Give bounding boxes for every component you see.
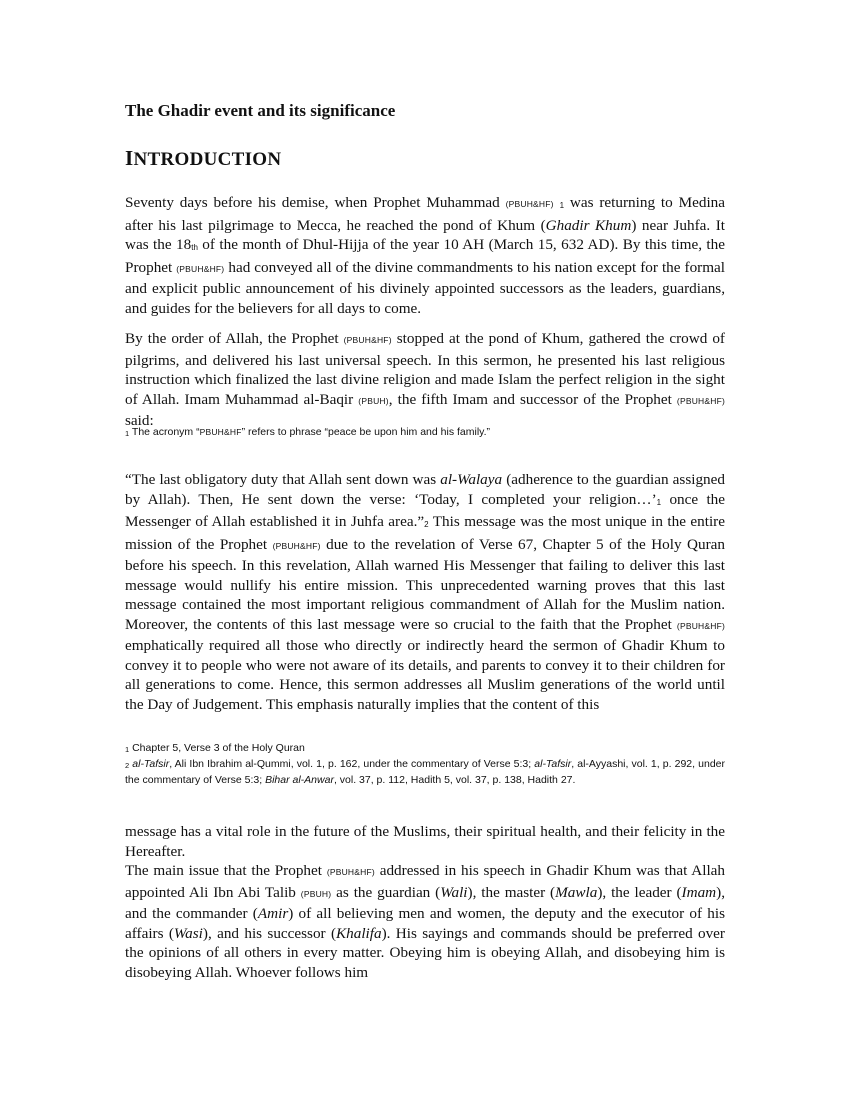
footnote-2-1: 1 Chapter 5, Verse 3 of the Holy Quran xyxy=(125,742,305,754)
footnote-ref: 2 xyxy=(424,520,429,529)
significance-paragraph-1: message has a vital role in the future of the Muslims, their spiritual health, and their felicity in the Hereafter. xyxy=(125,823,725,860)
ordinal-suffix: th xyxy=(191,243,198,252)
honorific: (PBUH&HF) xyxy=(676,620,725,631)
heading-initial: I xyxy=(125,146,134,170)
honorific: (PBUH&HF) xyxy=(505,199,554,209)
footnote-ref: 1 xyxy=(559,201,565,210)
honorific: (PBUH&HF) xyxy=(676,395,725,406)
heading-rest: NTRODUCTION xyxy=(133,149,282,170)
quote-paragraph: “The last obligatory duty that Allah sent down was al-Walaya (adherence to the guardian assigned by Allah). Then, He sent down the verse: ‘Today, I completed your religion…’1 once the Messenger of Allah established it in Juhfa area.”2 This message was the most unique in the entire mission of the Prophet (PBUH&HF) due to the revelation of Verse 67, Chapter 5 of the Holy Quran before his speech. In this revelation, Allah warned His Messenger that failing to deliver this last message would nullify his entire mission. This unprecedented warning proves that this last message contained the most important religious commandment of Allah for the Muslim nation. Moreover, the contents of this last message were so crucial to the faith that the Prophet (PBUH&HF) emphatically required all those who directly or indirectly heard the sermon of Ghadir Khum to convey it to people who were not aware of its details, and parents to convey it to their children for all generations to come. Hence, this sermon addresses all Muslim generations of the world until the Day of Judgement. This emphasis naturally implies that the content of this xyxy=(125,471,725,713)
honorific: (PBUH&HF) xyxy=(272,540,321,551)
footnote-ref: 1 xyxy=(656,497,662,507)
section-heading xyxy=(125,146,281,171)
intro-paragraph-2: By the order of Allah, the Prophet (PBUH&HF) stopped at the pond of Khum, gathered the crowd of pilgrims, and delivered his last universal speech. In this sermon, he presented his last religious instruction which finalized the last divine religion and made Islam the perfect religion in the sight of Allah. Imam Muhammad al-Baqir (PBUH), the fifth Imam and successor of the Prophet (PBUH&HF) said: xyxy=(125,330,725,429)
honorific: (PBUH) xyxy=(358,395,389,406)
footnote-1: 1 The acronym “PBUH&HF” refers to phrase “peace be upon him and his family.” xyxy=(125,426,491,438)
footnote-2-2: 2 al-Tafsir, Ali Ibn Ibrahim al-Qummi, vol. 1, p. 162, under the commentary of Verse 5:3; al-Tafsir, al-Ayyashi, vol. 1, p. 292, under the commentary of Verse 5:3; Bihar al-Anwar, vol. 37, p. 112, Hadith 5, vol. 37, p. 138, Hadith 27. xyxy=(125,758,726,786)
honorific: (PBUH&HF) xyxy=(326,867,375,877)
significance-paragraph-2: The main issue that the Prophet (PBUH&HF) addressed in his speech in Ghadir Khum was that Allah appointed Ali Ibn Abi Talib (PBUH) as the guardian (Wali), the master (Mawla), the leader (Imam), and the commander (Amir) of all believing men and women, the deputy and the executor of his affairs (Wasi), and his successor (Khalifa). His sayings and commands should be preferred over the opinions of all others in every matter. Obeying him is obeying Allah, and disobeying him is disobeying Allah. Whoever follows him xyxy=(125,862,725,981)
document-title: The Ghadir event and its significance xyxy=(125,101,396,120)
honorific: (PBUH&HF) xyxy=(343,335,392,345)
intro-paragraph-1: Seventy days before his demise, when Prophet Muhammad (PBUH&HF) 1 was returning to Medina after his last pilgrimage to Mecca, he reached the pond of Khum (Ghadir Khum) near Juhfa. It was the 18th of the month of Dhul-Hijja of the year 10 AH (March 15, 632 AD). By this time, the Prophet (PBUH&HF) had conveyed all of the divine commandments to his nation except for the formal and explicit public announcement of his divinely appointed successors as the leaders, guardians, and guides for the believers for all days to come. xyxy=(125,194,725,317)
honorific: (PBUH) xyxy=(300,888,332,899)
honorific: (PBUH&HF) xyxy=(176,263,225,274)
